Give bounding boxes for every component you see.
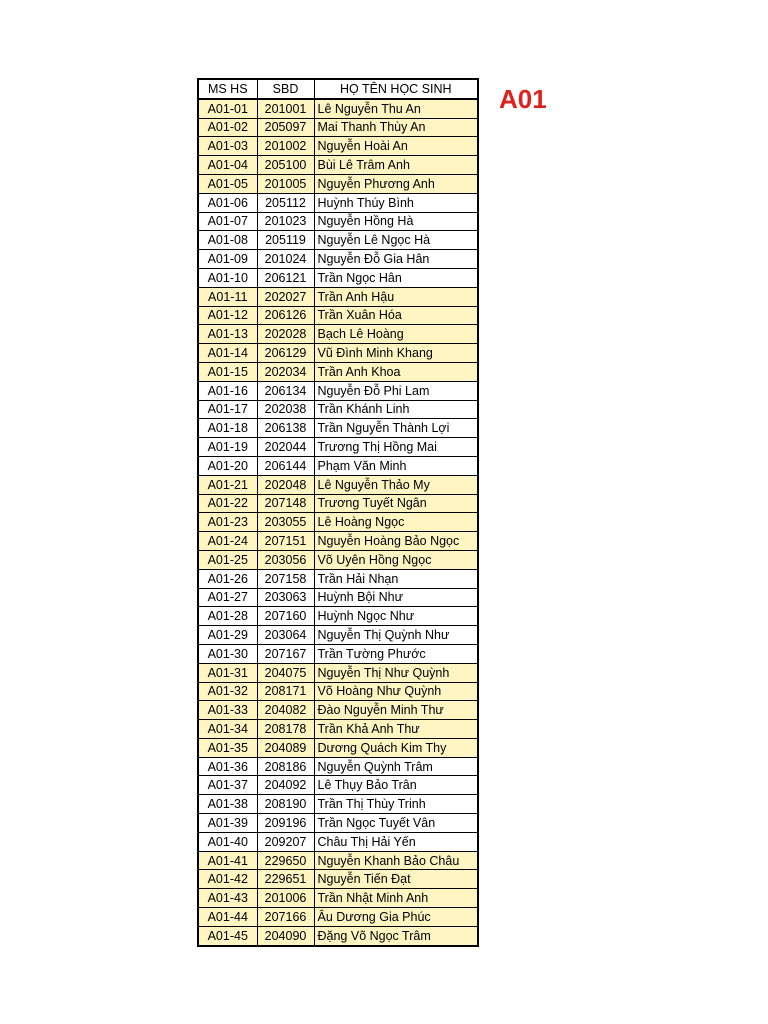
student-id-cell: A01-37	[198, 776, 257, 795]
table-row	[198, 306, 478, 325]
exam-number-cell: 202044	[257, 438, 314, 457]
exam-number-cell: 206126	[257, 306, 314, 325]
student-id-cell: A01-20	[198, 456, 257, 475]
exam-number-cell: 208190	[257, 795, 314, 814]
table-row	[198, 325, 478, 344]
student-name-cell: Nguyễn Lê Ngọc Hà	[314, 231, 478, 250]
student-id-cell: A01-23	[198, 513, 257, 532]
table-row	[198, 118, 478, 137]
exam-number-cell: 206121	[257, 268, 314, 287]
exam-number-cell: 207160	[257, 607, 314, 626]
exam-number-cell: 203055	[257, 513, 314, 532]
student-id-cell: A01-41	[198, 851, 257, 870]
student-id-cell: A01-14	[198, 344, 257, 363]
exam-number-cell: 207148	[257, 494, 314, 513]
student-id-cell: A01-21	[198, 475, 257, 494]
table-row	[198, 569, 478, 588]
exam-number-cell: 208171	[257, 682, 314, 701]
exam-number-cell: 206134	[257, 381, 314, 400]
table-row	[198, 776, 478, 795]
student-name-cell: Trần Nguyễn Thành Lợi	[314, 419, 478, 438]
exam-number-cell: 202034	[257, 362, 314, 381]
exam-number-cell: 209196	[257, 814, 314, 833]
exam-number-cell: 204089	[257, 738, 314, 757]
student-name-cell: Trần Hải Nhạn	[314, 569, 478, 588]
table-row	[198, 212, 478, 231]
exam-number-cell: 207158	[257, 569, 314, 588]
exam-number-cell: 202028	[257, 325, 314, 344]
student-id-cell: A01-29	[198, 626, 257, 645]
student-name-cell: Võ Hoàng Như Quỳnh	[314, 682, 478, 701]
student-name-cell: Đặng Võ Ngọc Trâm	[314, 926, 478, 945]
exam-number-cell: 201024	[257, 250, 314, 269]
exam-number-cell: 202038	[257, 400, 314, 419]
header-full-name: HỌ TÊN HỌC SINH	[314, 79, 478, 99]
table-row	[198, 550, 478, 569]
exam-number-cell: 201023	[257, 212, 314, 231]
table-row	[198, 231, 478, 250]
exam-number-cell: 201001	[257, 99, 314, 118]
table-row	[198, 757, 478, 776]
table-row	[198, 137, 478, 156]
table-row	[198, 926, 478, 945]
student-id-cell: A01-05	[198, 174, 257, 193]
student-name-cell: Dương Quách Kim Thy	[314, 738, 478, 757]
table-row	[198, 193, 478, 212]
student-name-cell: Lê Nguyễn Thảo My	[314, 475, 478, 494]
student-name-cell: Trần Anh Hậu	[314, 287, 478, 306]
class-title: A01	[499, 84, 547, 114]
table-row	[198, 795, 478, 814]
student-name-cell: Lê Hoàng Ngọc	[314, 513, 478, 532]
table-row	[198, 720, 478, 739]
exam-number-cell: 207166	[257, 908, 314, 927]
table-row	[198, 99, 478, 118]
student-id-cell: A01-25	[198, 550, 257, 569]
table-row	[198, 908, 478, 927]
exam-number-cell: 205100	[257, 156, 314, 175]
student-roster-table	[197, 78, 479, 947]
student-id-cell: A01-09	[198, 250, 257, 269]
student-name-cell: Đào Nguyễn Minh Thư	[314, 701, 478, 720]
header-exam-number: SBD	[257, 79, 314, 99]
student-id-cell: A01-01	[198, 99, 257, 118]
table-row	[198, 156, 478, 175]
student-name-cell: Vũ Đình Minh Khang	[314, 344, 478, 363]
student-id-cell: A01-30	[198, 644, 257, 663]
student-id-cell: A01-31	[198, 663, 257, 682]
exam-number-cell: 203064	[257, 626, 314, 645]
table-row	[198, 494, 478, 513]
student-name-cell: Bạch Lê Hoàng	[314, 325, 478, 344]
exam-number-cell: 208186	[257, 757, 314, 776]
student-id-cell: A01-44	[198, 908, 257, 927]
student-name-cell: Trần Nhật Minh Anh	[314, 889, 478, 908]
student-name-cell: Trương Tuyết Ngân	[314, 494, 478, 513]
exam-number-cell: 202048	[257, 475, 314, 494]
student-name-cell: Trần Ngọc Tuyết Vân	[314, 814, 478, 833]
table-row	[198, 851, 478, 870]
table-row	[198, 344, 478, 363]
student-id-cell: A01-10	[198, 268, 257, 287]
student-id-cell: A01-35	[198, 738, 257, 757]
student-id-cell: A01-17	[198, 400, 257, 419]
student-id-cell: A01-34	[198, 720, 257, 739]
student-id-cell: A01-27	[198, 588, 257, 607]
exam-number-cell: 207151	[257, 532, 314, 551]
table-row	[198, 532, 478, 551]
student-name-cell: Phạm Văn Minh	[314, 456, 478, 475]
exam-number-cell: 207167	[257, 644, 314, 663]
student-id-cell: A01-42	[198, 870, 257, 889]
student-name-cell: Nguyễn Thị Quỳnh Như	[314, 626, 478, 645]
student-id-cell: A01-38	[198, 795, 257, 814]
student-id-cell: A01-28	[198, 607, 257, 626]
student-name-cell: Nguyễn Đỗ Phi Lam	[314, 381, 478, 400]
table-body	[198, 99, 478, 946]
header-student-id: MS HS	[198, 79, 257, 99]
table-row	[198, 456, 478, 475]
student-name-cell: Nguyễn Hoàng Bảo Ngọc	[314, 532, 478, 551]
student-name-cell: Nguyễn Phương Anh	[314, 174, 478, 193]
exam-number-cell: 204092	[257, 776, 314, 795]
student-name-cell: Trần Ngọc Hân	[314, 268, 478, 287]
student-id-cell: A01-16	[198, 381, 257, 400]
student-name-cell: Nguyễn Hoài An	[314, 137, 478, 156]
exam-number-cell: 209207	[257, 832, 314, 851]
student-id-cell: A01-32	[198, 682, 257, 701]
table-row	[198, 644, 478, 663]
table-row	[198, 287, 478, 306]
student-id-cell: A01-24	[198, 532, 257, 551]
table-row	[198, 268, 478, 287]
student-id-cell: A01-40	[198, 832, 257, 851]
student-name-cell: Trần Thị Thùy Trinh	[314, 795, 478, 814]
student-id-cell: A01-15	[198, 362, 257, 381]
student-id-cell: A01-03	[198, 137, 257, 156]
student-id-cell: A01-43	[198, 889, 257, 908]
student-id-cell: A01-18	[198, 419, 257, 438]
student-id-cell: A01-12	[198, 306, 257, 325]
exam-number-cell: 204075	[257, 663, 314, 682]
student-name-cell: Châu Thị Hải Yến	[314, 832, 478, 851]
exam-number-cell: 205097	[257, 118, 314, 137]
exam-number-cell: 206144	[257, 456, 314, 475]
exam-number-cell: 204090	[257, 926, 314, 945]
table-row	[198, 701, 478, 720]
student-id-cell: A01-13	[198, 325, 257, 344]
student-name-cell: Trần Khả Anh Thư	[314, 720, 478, 739]
student-name-cell: Trần Khánh Linh	[314, 400, 478, 419]
student-name-cell: Nguyễn Quỳnh Trâm	[314, 757, 478, 776]
table-row	[198, 626, 478, 645]
student-name-cell: Trần Anh Khoa	[314, 362, 478, 381]
table-row	[198, 400, 478, 419]
student-id-cell: A01-08	[198, 231, 257, 250]
student-id-cell: A01-02	[198, 118, 257, 137]
student-id-cell: A01-22	[198, 494, 257, 513]
table-row	[198, 607, 478, 626]
student-name-cell: Nguyễn Khanh Bảo Châu	[314, 851, 478, 870]
table-row	[198, 174, 478, 193]
student-name-cell: Huỳnh Thúy Bình	[314, 193, 478, 212]
table-header	[198, 79, 478, 99]
student-name-cell: Mai Thanh Thùy An	[314, 118, 478, 137]
exam-number-cell: 229650	[257, 851, 314, 870]
student-id-cell: A01-33	[198, 701, 257, 720]
student-name-cell: Võ Uyên Hồng Ngọc	[314, 550, 478, 569]
table-row	[198, 438, 478, 457]
exam-number-cell: 203063	[257, 588, 314, 607]
student-name-cell: Trương Thị Hồng Mai	[314, 438, 478, 457]
student-name-cell: Huỳnh Ngọc Như	[314, 607, 478, 626]
student-id-cell: A01-06	[198, 193, 257, 212]
exam-number-cell: 201002	[257, 137, 314, 156]
student-name-cell: Nguyễn Tiến Đạt	[314, 870, 478, 889]
table-row	[198, 588, 478, 607]
student-id-cell: A01-45	[198, 926, 257, 945]
table-row	[198, 513, 478, 532]
exam-number-cell: 229651	[257, 870, 314, 889]
exam-number-cell: 205112	[257, 193, 314, 212]
exam-number-cell: 204082	[257, 701, 314, 720]
exam-number-cell: 205119	[257, 231, 314, 250]
exam-number-cell: 201006	[257, 889, 314, 908]
table-row	[198, 889, 478, 908]
student-name-cell: Lê Thụy Bảo Trân	[314, 776, 478, 795]
exam-number-cell: 206129	[257, 344, 314, 363]
student-name-cell: Nguyễn Đỗ Gia Hân	[314, 250, 478, 269]
student-name-cell: Trần Tường Phước	[314, 644, 478, 663]
table-row	[198, 250, 478, 269]
table-row	[198, 870, 478, 889]
table-row	[198, 738, 478, 757]
student-id-cell: A01-04	[198, 156, 257, 175]
table-row	[198, 663, 478, 682]
student-id-cell: A01-36	[198, 757, 257, 776]
student-name-cell: Bùi Lê Trâm Anh	[314, 156, 478, 175]
student-name-cell: Huỳnh Bội Như	[314, 588, 478, 607]
student-id-cell: A01-39	[198, 814, 257, 833]
student-id-cell: A01-07	[198, 212, 257, 231]
exam-number-cell: 203056	[257, 550, 314, 569]
table-row	[198, 362, 478, 381]
exam-number-cell: 201005	[257, 174, 314, 193]
table-row	[198, 419, 478, 438]
table-row	[198, 381, 478, 400]
student-id-cell: A01-19	[198, 438, 257, 457]
exam-number-cell: 206138	[257, 419, 314, 438]
student-name-cell: Âu Dương Gia Phúc	[314, 908, 478, 927]
header-row	[198, 79, 478, 99]
student-name-cell: Trần Xuân Hóa	[314, 306, 478, 325]
student-id-cell: A01-11	[198, 287, 257, 306]
table-row	[198, 475, 478, 494]
exam-number-cell: 208178	[257, 720, 314, 739]
table-row	[198, 832, 478, 851]
student-name-cell: Nguyễn Thị Như Quỳnh	[314, 663, 478, 682]
student-id-cell: A01-26	[198, 569, 257, 588]
student-name-cell: Lê Nguyễn Thu An	[314, 99, 478, 118]
student-name-cell: Nguyễn Hồng Hà	[314, 212, 478, 231]
table-row	[198, 814, 478, 833]
exam-number-cell: 202027	[257, 287, 314, 306]
table-row	[198, 682, 478, 701]
